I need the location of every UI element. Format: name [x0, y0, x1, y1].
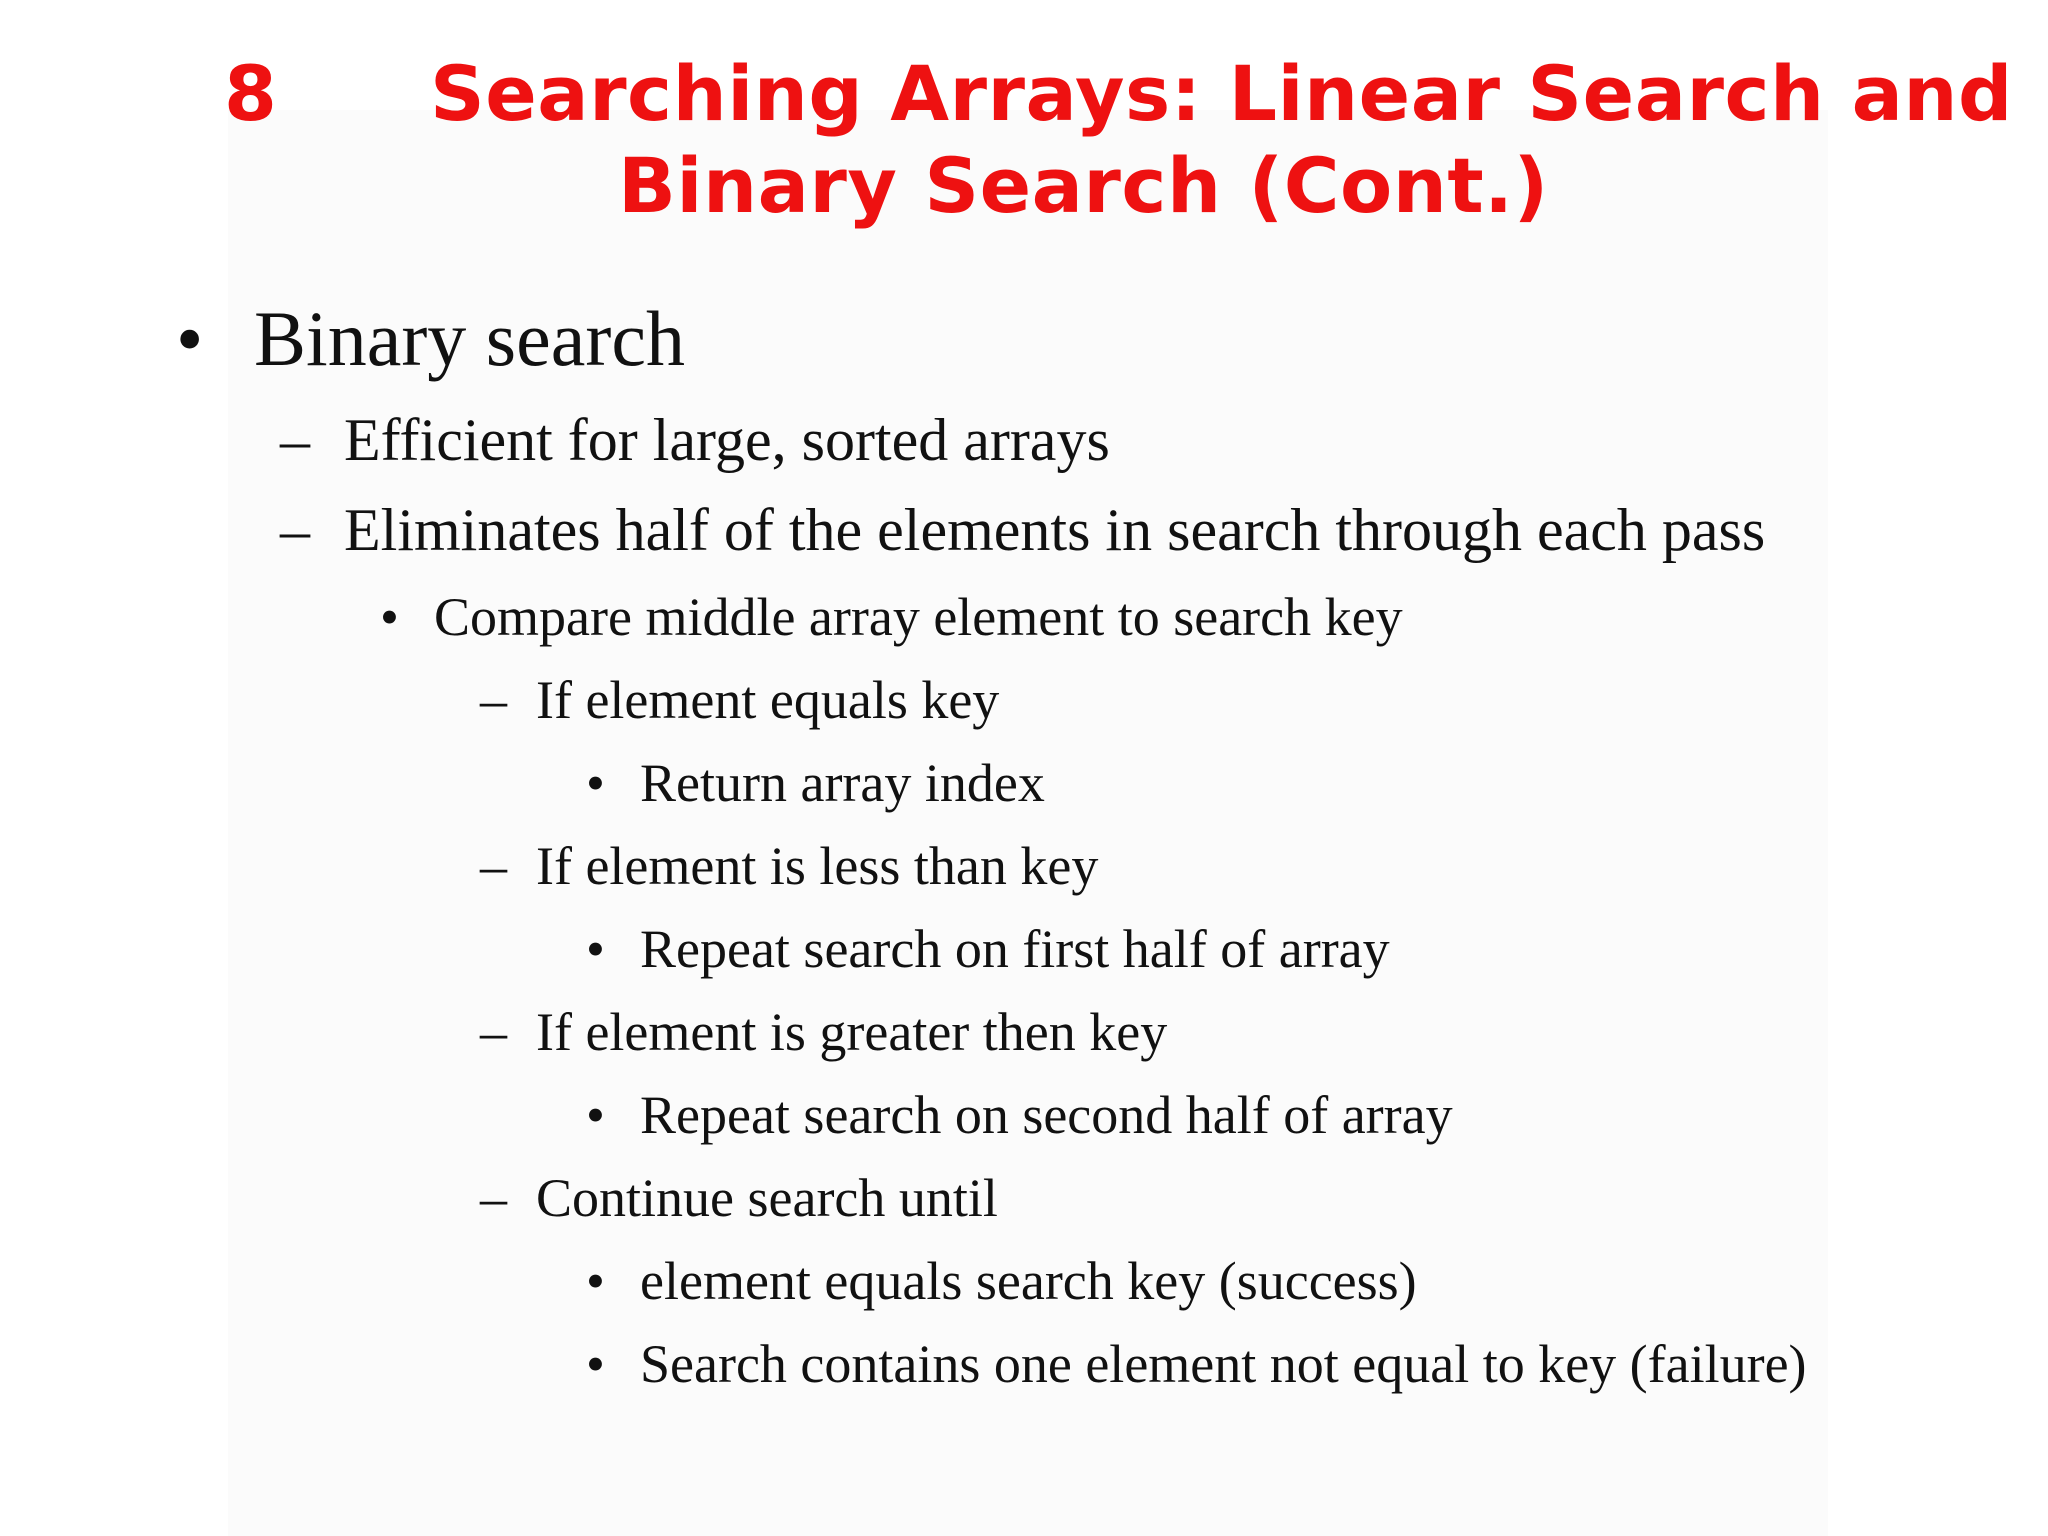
dash-marker: – — [480, 1002, 507, 1062]
outline-item-return-index: Return array index — [640, 753, 1045, 813]
bullet-marker: • — [176, 295, 204, 382]
outline-item-efficient: Efficient for large, sorted arrays — [344, 407, 1110, 473]
slide-title-line-2: Binary Search (Cont.) — [618, 141, 1549, 230]
bullet-marker: • — [586, 1251, 605, 1311]
bullet-marker: • — [586, 1085, 605, 1145]
outline-item-if-greater: If element is greater then key — [536, 1002, 1168, 1062]
bullet-marker: • — [586, 753, 605, 813]
outline-item-success: element equals search key (success) — [640, 1251, 1417, 1311]
dash-marker: – — [280, 497, 310, 563]
outline-item-eliminates-half: Eliminates half of the elements in search through each pass — [344, 497, 1766, 563]
slide-title-line-1: Searching Arrays: Linear Search and — [430, 49, 2013, 138]
outline-item-repeat-first-half: Repeat search on first half of array — [640, 919, 1390, 979]
dash-marker: – — [480, 1168, 507, 1228]
outline-item-if-equals: If element equals key — [536, 670, 1000, 730]
outline-item-compare-middle: Compare middle array element to search key — [434, 587, 1403, 647]
outline-item-binary-search: Binary search — [254, 295, 685, 382]
outline-item-failure: Search contains one element not equal to key (failure) — [640, 1334, 1807, 1394]
dash-marker: – — [280, 407, 310, 473]
dash-marker: – — [480, 670, 507, 730]
bullet-marker: • — [586, 1334, 605, 1394]
dash-marker: – — [480, 836, 507, 896]
outline-item-continue-search: Continue search until — [536, 1168, 998, 1228]
bullet-marker: • — [380, 587, 399, 647]
outline-item-repeat-second-half: Repeat search on second half of array — [640, 1085, 1453, 1145]
outline-item-if-less: If element is less than key — [536, 836, 1099, 896]
slide-number: 8 — [224, 49, 277, 138]
bullet-marker: • — [586, 919, 605, 979]
